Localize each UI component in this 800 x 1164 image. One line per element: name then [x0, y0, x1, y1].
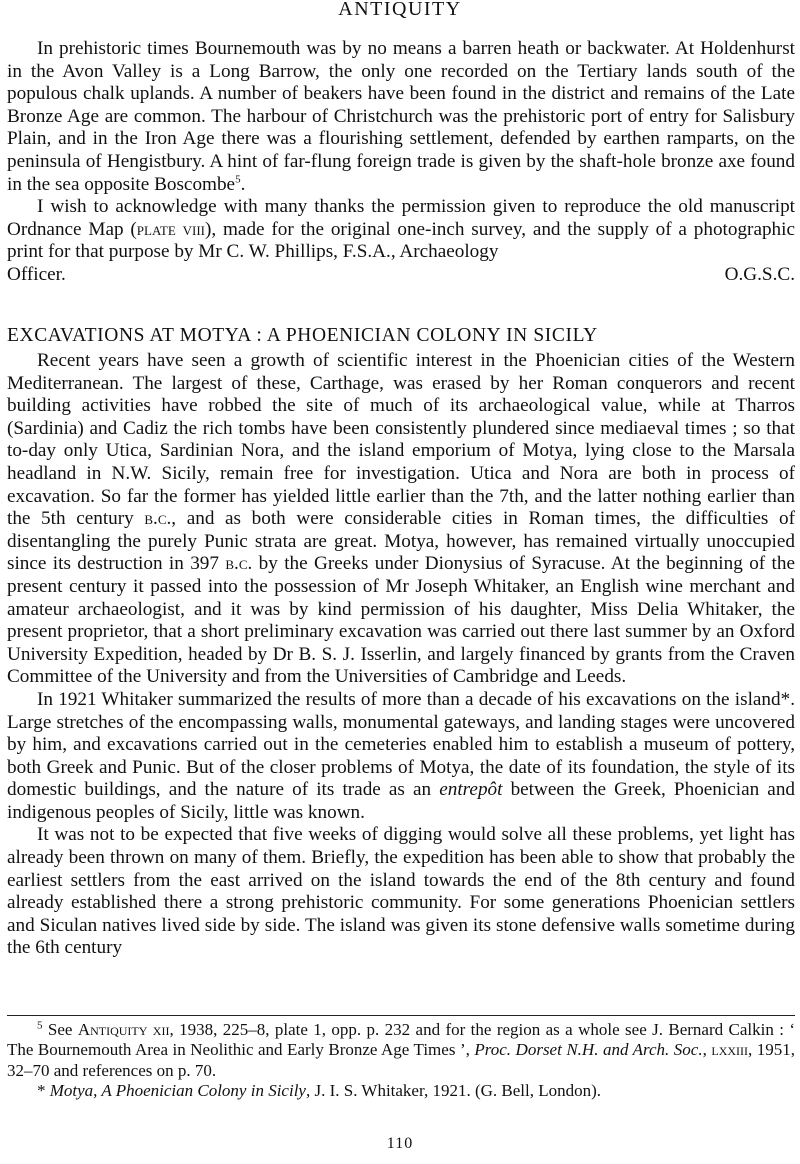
paragraph: It was not to be expected that five weeks of digging would solve all these problems, yet light has already been thrown on many of them. Briefly, the expedition has been able to show that probably the earliest settlers from the east arrived on the island towards the end of the 8th century and found already established there a strong prehistoric community. For some generations Phoenician settlers and Siculan natives lived side by side. The island was given its stone defensive walls sometime during the 6th century — [7, 824, 795, 959]
footnote: * Motya, A Phoenician Colony in Sicily, J. I. S. Whitaker, 1921. (G. Bell, London). — [37, 1081, 602, 1101]
footnote-rule — [7, 1015, 795, 1016]
running-head: ANTIQUITY — [338, 0, 462, 20]
section-title: EXCAVATIONS AT MOTYA : A PHOENICIAN COLONY IN SICILY — [7, 325, 598, 346]
page-number: 110 — [386, 1135, 414, 1152]
paragraph: In 1921 Whitaker summarized the results of more than a decade of his excavations on the island*. Large stretches of the encompassing walls, monumental gateways, and landing stages were uncovered by him, and excavations carried out in the cemeteries enabled him to establish a museum of pottery, both Greek and Punic. But of the closer problems of Motya, the date of its foundation, the style of its domestic buildings, and the nature of its trade as an entrepôt between the Greek, Phoenician and indigenous peoples of Sicily, little was known. — [7, 688, 796, 823]
signature-line — [7, 264, 795, 287]
footnotes — [7, 1020, 795, 1102]
paragraph: In prehistoric times Bournemouth was by no means a barren heath or backwater. At Holdenhurst in the Avon Valley is a Long Barrow, the only one recorded on the Tertiary lands south of the populous chalk uplands. A number of beakers have been found in the district and remains of the Late Bronze Age are common. The harbour of Christchurch was the prehistoric port of entry for Salisbury Plain, and in the Iron Age there was a flourishing settlement, defended by earthen ramparts, on the peninsula of Hengistbury. A hint of far-flung foreign trade is given by the shaft-hole bronze axe found in the sea opposite Boscombe$^5$. — [7, 38, 795, 195]
author-role: Officer. — [7, 263, 66, 285]
footnote: $^5$ See Antiquity xii, 1938, 225–8, plate 1, opp. p. 232 and for the region as a whole see J. Bernard Calkin : ‘ The Bournemouth Area in Neolithic and Early Bronze Age Times ’, Proc. Dorset N.H. and Arch. Soc., lxxiii, 1951, 32–70 and references on p. 70. — [7, 1019, 796, 1080]
paragraph: Recent years have seen a growth of scientific interest in the Phoenician cities of the Western Mediterranean. The largest of these, Carthage, was erased by her Roman conquerors and recent building activities have robbed the site of much of its archaeological value, while at Tharros (Sardinia) and Cadiz the rich tombs have been consistently plundered since mediaeval times ; so that to-day only Utica, Sardinian Nora, and the island emporium of Motya, lying close to the Marsala headland in N.W. Sicily, remain free for investigation. Utica and Nora are both in process of excavation. So far the former has yielded little earlier than the 7th, and the latter nothing earlier than the 5th century b.c., and as both were considerable cities in Roman times, the difficulties of disentangling the purely Punic strata are great. Motya, however, has remained virtually unoccupied since its destruction in 397 b.c. by the Greeks under Dionysius of Syracuse. At the beginning of the present century it passed into the possession of Mr Joseph Whitaker, an English wine merchant and amateur archaeologist, and it was by kind permission of his daughter, Miss Delia Whitaker, the present proprietor, that a short preliminary excavation was carried out there last summer by an Oxford University Expedition, headed by Dr B. S. J. Isserlin, and largely financed by grants from the Craven Committee of the University and from the Universities of Cambridge and Leeds. — [7, 350, 795, 688]
paragraph: I wish to acknowledge with many thanks the permission given to reproduce the old manuscript Ordnance Map (plate viii), made for the original one-inch survey, and the supply of a photographic print for that purpose by Mr C. W. Phillips, F.S.A., Archaeology — [7, 196, 795, 263]
author-initials: O.G.S.C. — [724, 263, 795, 285]
footnote-ref: 5 — [235, 173, 241, 186]
bournemouth-article — [7, 38, 795, 287]
motya-article — [7, 350, 795, 960]
